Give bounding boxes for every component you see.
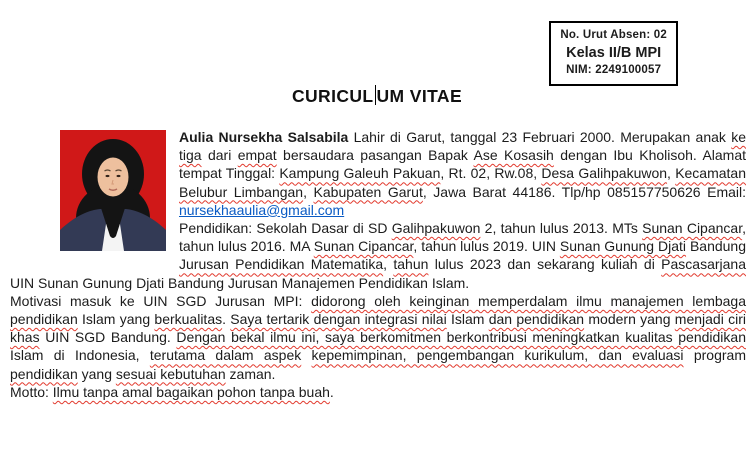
misspelled-text: Desa Galihpakuwon: [541, 165, 668, 182]
body-text: dari: [201, 147, 238, 164]
body-text: ,: [303, 183, 314, 200]
body-text: dengan Ibu Kholisoh. Alamat tempat Tinggal:: [179, 147, 747, 182]
misspelled-text: kepemimpinan, pengembangan kurikulum, dan evaluasi: [311, 347, 684, 364]
cv-paragraph-4: [10, 383, 746, 401]
class-label: Kelas II/B MPI: [566, 45, 662, 61]
misspelled-text: Pascasarjana: [661, 256, 746, 273]
body-text: bersaudara pasangan Bapak: [276, 147, 474, 164]
misspelled-text: Ase Kosasih: [473, 147, 554, 164]
misspelled-text: menjadi ciri khas: [10, 311, 746, 346]
student-info-box: [549, 21, 678, 86]
page-title: [0, 85, 754, 107]
misspelled-text: Kampung Galeuh Pakuan: [279, 165, 441, 182]
body-text: 2, tahun lulus 2013. MTs: [480, 220, 643, 237]
body-text: .: [222, 311, 231, 328]
body-text: zaman.: [225, 365, 276, 382]
body-text: Bandung: [686, 238, 747, 255]
body-text: lulus 2023 dan sekarang kuliah di: [428, 256, 662, 273]
body-text: .: [329, 383, 334, 400]
text-cursor-caret: [375, 85, 376, 105]
misspelled-text: tahun: [393, 256, 429, 273]
misspelled-text: Sunan Gunung Djati: [559, 238, 687, 255]
body-text: Islam di Indonesia,: [10, 347, 150, 364]
misspelled-text: Sunan Cipancar: [642, 220, 743, 237]
profile-photo: [60, 130, 166, 251]
body-text: UIN Sunan Gunung Djati Bandung Jurusan Manajemen Pendidikan Islam.: [10, 274, 470, 291]
misspelled-text: dan pendidikan: [488, 311, 585, 328]
misspelled-text: Kabupaten Garut: [313, 183, 423, 200]
body-text: Lahir di Garut, tanggal 23 Februari 2000. Merupakan anak: [348, 129, 732, 145]
body-text: program: [683, 347, 746, 364]
body-text: Aulia Nursekha Salsabila: [179, 129, 349, 145]
body-text: modern yang: [584, 311, 675, 328]
misspelled-text: Jurusan Pendidikan Matematika: [179, 256, 384, 273]
absen-number: No. Urut Absen: 02: [560, 29, 667, 41]
misspelled-text: Kecamatan Belubur Limbangan: [179, 165, 747, 200]
body-text: ,: [383, 256, 394, 273]
body-text: ,: [667, 165, 676, 182]
profile-photo-image: [60, 130, 166, 251]
misspelled-text: sesuai kebutuhan: [115, 365, 226, 382]
misspelled-text: didorong oleh keinginan memperdalam ilmu manajemen lembaga pendidikan: [10, 292, 746, 328]
body-text: , tahun lulus 2016. MA: [179, 220, 746, 255]
body-text: UIN SGD Bandung.: [39, 329, 177, 346]
title-text-after-caret: UM VITAE: [376, 86, 463, 106]
body-text: Motto:: [10, 383, 53, 400]
email-link[interactable]: nursekhaaulia@gmail.com: [179, 201, 345, 218]
misspelled-text: Galihpakuwon: [391, 220, 481, 237]
body-text: [301, 347, 311, 363]
misspelled-text: pendidikan: [10, 365, 78, 382]
nim-number: NIM: 2249100057: [566, 64, 662, 76]
body-text: Islam yang: [77, 311, 155, 328]
misspelled-text: berkualitas: [154, 311, 223, 328]
misspelled-text: empat: [237, 147, 277, 164]
misspelled-text: ke tiga: [179, 129, 746, 164]
title-text-before-caret: CURICUL: [291, 86, 374, 106]
cv-body: [10, 128, 746, 401]
body-text: , Rt. 02, Rw.08,: [440, 165, 542, 182]
body-text: Islam: [446, 311, 489, 328]
body-text: , Jawa Barat 44186. Tlp/hp 085157750626 Email:: [422, 183, 747, 200]
body-text: , tahun lulus 2019. UIN: [413, 238, 560, 255]
cv-paragraph-3: [10, 292, 746, 383]
misspelled-text: Dengan bekal ilmu ini, saya berkomitmen berkontribusi meningkatkan kualitas pendidikan: [176, 329, 746, 346]
misspelled-text: Ilmu tanpa amal bagaikan pohon tanpa buah: [52, 383, 330, 400]
body-text: Pendidikan: Sekolah Dasar di SD: [179, 220, 392, 237]
body-text: Motivasi masuk ke UIN SGD Jurusan MPI:: [10, 292, 312, 309]
misspelled-text: terutama dalam aspek: [149, 347, 302, 364]
misspelled-text: Sunan Cipancar: [313, 238, 414, 255]
misspelled-text: Saya tertarik dengan integrasi nilai: [230, 311, 447, 328]
body-text: yang: [77, 365, 116, 382]
